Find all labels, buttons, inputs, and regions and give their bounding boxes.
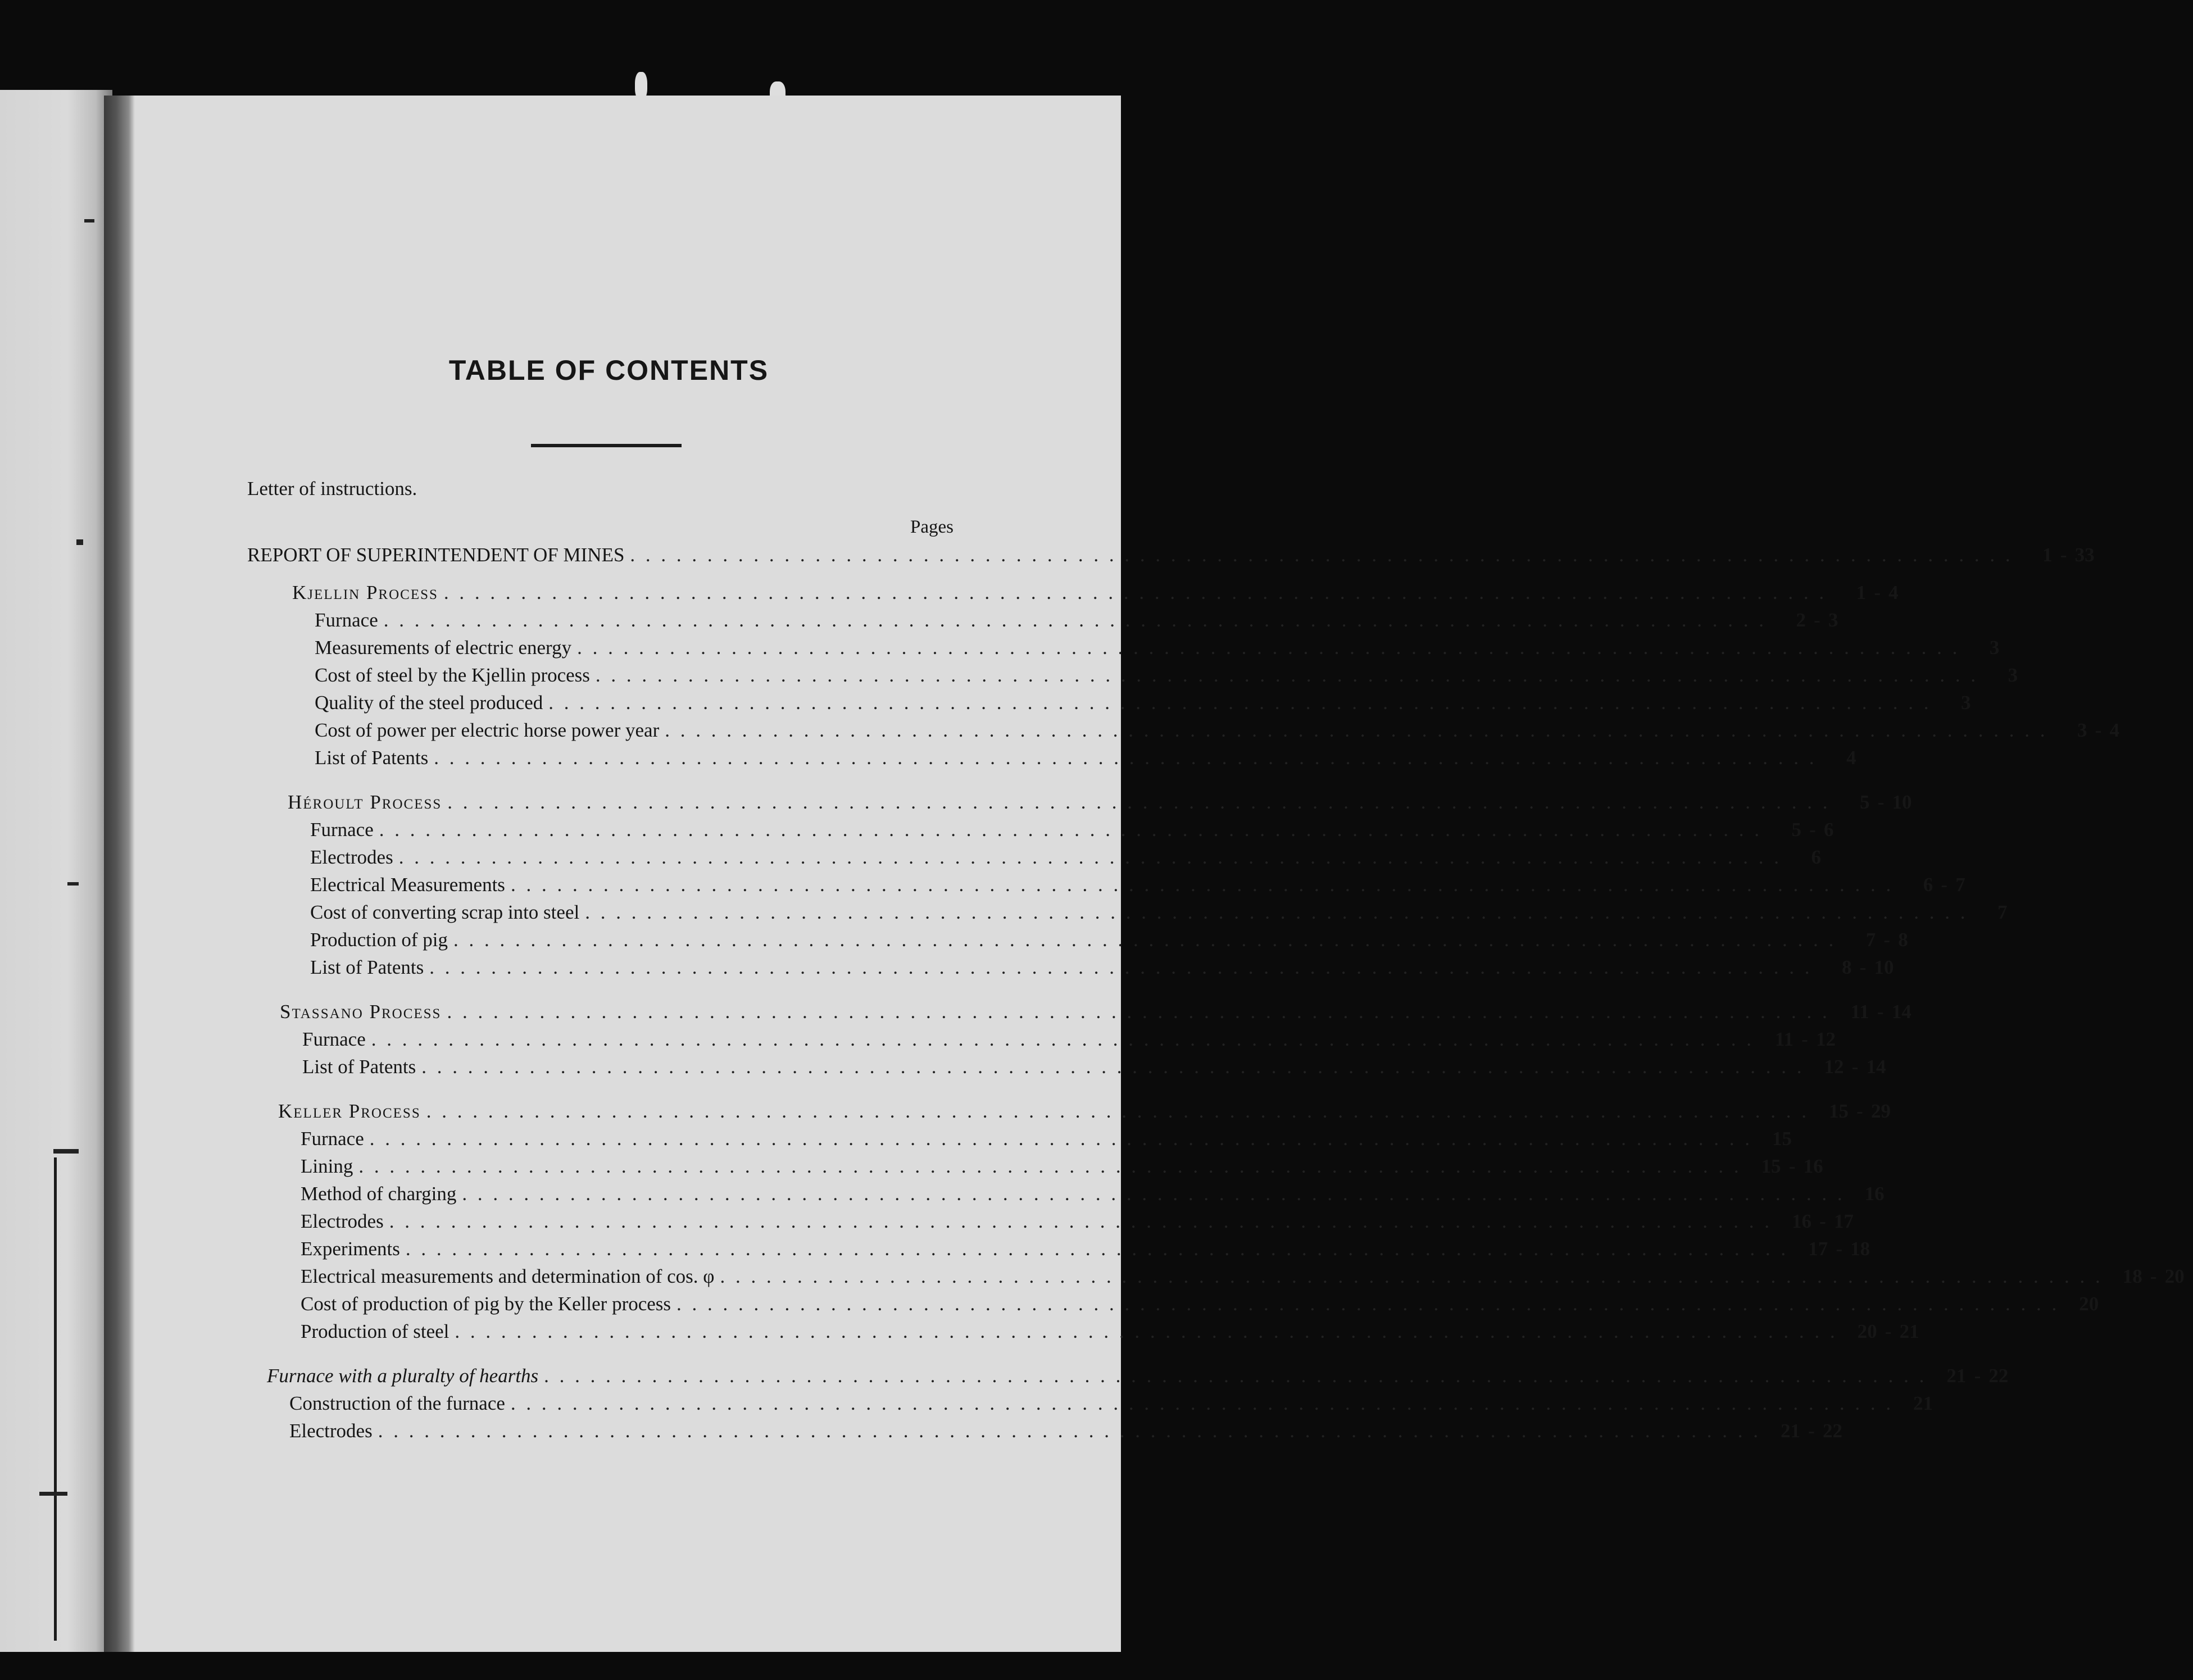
dot-leader: . . . . . . . . . . . . . . . . . . . . . . . . . . . . . . . . . . . . . . . . . . . . . . . . . . . . . . . . . . . . . . . . . . . . . . . . . . . . . . . . . . . . . . . . . . [429, 956, 1813, 978]
entry-label: Method of charging [301, 1183, 457, 1205]
page-range [1836, 1001, 1920, 1023]
page-to: 22 [1988, 1365, 2009, 1387]
dot-leader: . . . . . . . . . . . . . . . . . . . . . . . . . . . . . . . . . . . . . . . . . . . . . . . . . . . . . . . . . . . . . . . . . . . . . . . . . . . . . . . . . . . . . . . . . . [371, 1028, 1754, 1050]
toc-item-row [315, 664, 2018, 687]
page-to [2040, 664, 2068, 687]
dot-leader: . . . . . . . . . . . . . . . . . . . . . . . . . . . . . . . . . . . . . . . . . . . . . . . . . . . . . . . . . . . . . . . . . . . . . . . . . . . . . . . . . . . . . . . . . . [405, 1238, 1789, 1260]
page-to: 22 [1822, 1420, 1842, 1442]
entry-label: Furnace [301, 1128, 364, 1150]
page-range [1794, 1238, 1878, 1260]
page-range [1937, 692, 2022, 714]
toc-item-row [301, 1293, 2099, 1315]
page-from: 16 [1791, 1210, 1811, 1232]
page-separator: - [1877, 1001, 1884, 1023]
page-to [2029, 901, 2058, 924]
toc-item-row [301, 1183, 1885, 1205]
page-to [1844, 846, 1872, 869]
entry-label: Production of steel [301, 1320, 450, 1342]
page-range [1758, 1128, 1842, 1150]
page-range [1965, 637, 2050, 659]
page-range [2053, 719, 2137, 742]
page-from: 5 [1791, 819, 1801, 841]
page-to: 16 [1803, 1155, 1823, 1177]
dot-leader: . . . . . . . . . . . . . . . . . . . . . . . . . . . . . . . . . . . . . . . . . . . . . . . . . . . . . . . . . . . . . . . . . . . . . . . . . . . . . . . . . . . . . . . . . . [510, 1392, 1894, 1414]
page-from: 15 [1761, 1155, 1781, 1177]
entry-label: Furnace [315, 609, 378, 631]
page-range [1973, 901, 2058, 924]
entry-label: Héroult Process [288, 791, 442, 813]
page-to: 33 [2074, 544, 2095, 566]
page-range [1787, 846, 1872, 869]
toc-report-row [247, 544, 2095, 566]
page-separator: - [1814, 609, 1820, 631]
page-separator: - [2060, 544, 2067, 566]
page-separator [1792, 1128, 1814, 1150]
page-range [1851, 1183, 1935, 1205]
page-range [1932, 1365, 2017, 1387]
page-range [1836, 791, 1920, 814]
page-binding-shadow [104, 96, 135, 1652]
page-from: 6 [1811, 846, 1821, 868]
page-from: 21 [1780, 1420, 1800, 1442]
toc-item-row [315, 747, 1856, 769]
toc-item-row [301, 1210, 1854, 1233]
page-to: 14 [1866, 1056, 1886, 1078]
page-from: 3 [2008, 664, 2018, 686]
entry-label: Production of pig [310, 929, 448, 951]
page-separator: - [1859, 956, 1867, 978]
dot-leader: . . . . . . . . . . . . . . . . . . . . . . . . . . . . . . . . . . . . . . . . . . . . . . . . . . . . . . . . . . . . . . . . . . . . . . . . . . . . . . . . . . . . . . . . . . [676, 1293, 2060, 1315]
page-range [1768, 819, 1852, 841]
dot-leader: . . . . . . . . . . . . . . . . . . . . . . . . . . . . . . . . . . . . . . . . . . . . . . . . . . . . . . . . . . . . . . . . . . . . . . . . . . . . . . . . . . . . . . . . . . [585, 901, 1968, 923]
facing-page-mark [39, 1492, 67, 1496]
page-range [1984, 664, 2068, 687]
dot-leader: . . . . . . . . . . . . . . . . . . . . . . . . . . . . . . . . . . . . . . . . . . . . . . . . . . . . . . . . . . . . . . . . . . . . . . . . . . . . . . . . . . . . . . . . . . [548, 692, 1932, 714]
entry-label: Cost of power per electric horse power year [315, 719, 660, 741]
page-title: TABLE OF CONTENTS [448, 355, 769, 386]
toc-item-row [310, 901, 2008, 924]
toc-item-row [310, 929, 1908, 951]
dot-leader: . . . . . . . . . . . . . . . . . . . . . . . . . . . . . . . . . . . . . . . . . . . . . . . . . . . . . . . . . . . . . . . . . . . . . . . . . . . . . . . . . . . . . . . . . . [447, 1001, 1830, 1023]
page-separator: - [1819, 1210, 1826, 1232]
page-to: 10 [1892, 791, 1912, 813]
page-range [2019, 544, 2103, 566]
page-from: 3 [1961, 692, 1971, 714]
page-from: 16 [1864, 1183, 1885, 1205]
page-to [1955, 1392, 1983, 1415]
page-to: 20 [2164, 1265, 2185, 1287]
page-separator [1971, 692, 1994, 714]
dot-leader: . . . . . . . . . . . . . . . . . . . . . . . . . . . . . . . . . . . . . . . . . . . . . . . . . . . . . . . . . . . . . . . . . . . . . . . . . . . . . . . . . . . . . . . . . . [453, 929, 1837, 951]
toc-item-row [302, 1056, 1886, 1078]
page-range [1899, 1392, 1983, 1415]
dot-leader: . . . . . . . . . . . . . . . . . . . . . . . . . . . . . . . . . . . . . . . . . . . . . . . . . . . . . . . . . . . . . . . . . . . . . . . . . . . . . . . . . . . . . . . . . . [630, 544, 2013, 566]
page-to: 6 [1823, 819, 1834, 841]
page-separator: - [1808, 1420, 1815, 1442]
dot-leader: . . . . . . . . . . . . . . . . . . . . . . . . . . . . . . . . . . . . . . . . . . . . . . . . . . . . . . . . . . . . . . . . . . . . . . . . . . . . . . . . . . . . . . . . . . [665, 719, 2048, 741]
page-to: 4 [1888, 582, 1899, 603]
entry-label: Stassano Process [280, 1001, 442, 1023]
page-to: 3 [1828, 609, 1838, 631]
page-separator [1821, 846, 1844, 869]
page-from: 11 [1774, 1028, 1794, 1050]
page-to: 21 [1899, 1320, 1919, 1342]
page-separator: - [1856, 1100, 1863, 1122]
dot-leader: . . . . . . . . . . . . . . . . . . . . . . . . . . . . . . . . . . . . . . . . . . . . . . . . . . . . . . . . . . . . . . . . . . . . . . . . . . . . . . . . . . . . . . . . . . [398, 846, 1782, 868]
entry-label: List of Patents [310, 956, 424, 978]
page-separator: - [1941, 874, 1948, 896]
page-from: 8 [1841, 956, 1852, 978]
toc-item-row [310, 846, 1821, 869]
page-to [1907, 1183, 1935, 1205]
dot-leader: . . . . . . . . . . . . . . . . . . . . . . . . . . . . . . . . . . . . . . . . . . . . . . . . . . . . . . . . . . . . . . . . . . . . . . . . . . . . . . . . . . . . . . . . . . [378, 1420, 1761, 1442]
page-range [2065, 1293, 2149, 1315]
toc-section-row [288, 791, 1912, 814]
page-separator: - [1851, 1056, 1859, 1078]
toc-section-row [267, 1365, 2009, 1387]
page-range [1778, 1210, 1862, 1233]
page-range [1844, 1320, 1928, 1343]
page-from: 18 [2122, 1265, 2142, 1287]
toc-item-row [289, 1420, 1842, 1442]
page-range [1747, 1155, 1832, 1178]
page-separator: - [1885, 1320, 1892, 1342]
entry-label: Keller Process [278, 1100, 421, 1122]
page-range [1760, 1028, 1844, 1051]
page-separator: - [1877, 791, 1885, 813]
page-separator [1856, 747, 1878, 769]
toc-section-row [292, 582, 1899, 604]
page-from: 21 [1913, 1392, 1933, 1414]
dot-leader: . . . . . . . . . . . . . . . . . . . . . . . . . . . . . . . . . . . . . . . . . . . . . . . . . . . . . . . . . . . . . . . . . . . . . . . . . . . . . . . . . . . . . . . . . . [544, 1365, 1927, 1387]
entry-label: Electrodes [301, 1210, 384, 1232]
dot-leader: . . . . . . . . . . . . . . . . . . . . . . . . . . . . . . . . . . . . . . . . . . . . . . . . . . . . . . . . . . . . . . . . . . . . . . . . . . . . . . . . . . . . . . . . . . [434, 747, 1817, 769]
page-range [1815, 1100, 1899, 1123]
entry-label: Electrical measurements and determination of cos. φ [301, 1265, 715, 1287]
entry-label: Lining [301, 1155, 353, 1177]
dot-leader: . . . . . . . . . . . . . . . . . . . . . . . . . . . . . . . . . . . . . . . . . . . . . . . . . . . . . . . . . . . . . . . . . . . . . . . . . . . . . . . . . . . . . . . . . . [510, 874, 1894, 896]
facing-page-mark [84, 219, 94, 223]
page-to [1814, 1128, 1842, 1150]
page-separator [1933, 1392, 1955, 1415]
facing-page-mark [53, 1149, 79, 1154]
toc-item-row [315, 609, 1838, 632]
page-from: 3 [2077, 719, 2087, 741]
page-range [1842, 929, 1926, 951]
page-to [1994, 692, 2022, 714]
page-separator: - [1836, 1238, 1842, 1260]
page-from: 6 [1923, 874, 1933, 896]
page-range [1767, 1420, 1851, 1442]
toc-item-row [301, 1320, 1919, 1343]
toc-item-row [289, 1392, 1933, 1415]
page-from: 15 [1772, 1128, 1792, 1150]
dot-leader: . . . . . . . . . . . . . . . . . . . . . . . . . . . . . . . . . . . . . . . . . . . . . . . . . . . . . . . . . . . . . . . . . . . . . . . . . . . . . . . . . . . . . . . . . . [383, 609, 1767, 631]
page-to: 29 [1870, 1100, 1891, 1122]
page-separator [2007, 901, 2029, 924]
entry-label: Cost of converting scrap into steel [310, 901, 580, 923]
dot-leader: . . . . . . . . . . . . . . . . . . . . . . . . . . . . . . . . . . . . . . . . . . . . . . . . . . . . . . . . . . . . . . . . . . . . . . . . . . . . . . . . . . . . . . . . . . [455, 1320, 1838, 1342]
page-separator [1885, 1183, 1907, 1205]
page-range [2109, 1265, 2193, 1288]
page-separator: - [1874, 582, 1881, 603]
toc-item-row [310, 874, 1965, 896]
entry-label: Cost of steel by the Kjellin process [315, 664, 590, 686]
page-separator [2018, 664, 2040, 687]
toc-item-row [302, 1028, 1836, 1051]
entry-label: Quality of the steel produced [315, 692, 543, 714]
dot-leader: . . . . . . . . . . . . . . . . . . . . . . . . . . . . . . . . . . . . . . . . . . . . . . . . . . . . . . . . . . . . . . . . . . . . . . . . . . . . . . . . . . . . . . . . . . [443, 582, 1827, 603]
page-from: 20 [1857, 1320, 1877, 1342]
page-range [1822, 747, 1906, 769]
page-from: 12 [1824, 1056, 1844, 1078]
page-range [1810, 1056, 1894, 1078]
entry-label: Furnace [310, 819, 374, 841]
dot-leader: . . . . . . . . . . . . . . . . . . . . . . . . . . . . . . . . . . . . . . . . . . . . . . . . . . . . . . . . . . . . . . . . . . . . . . . . . . . . . . . . . . . . . . . . . . [720, 1265, 2103, 1287]
page-from: 4 [1846, 747, 1856, 769]
page-range [1899, 874, 1983, 896]
toc-section-row [280, 1001, 1912, 1023]
facing-page-mark [67, 882, 79, 886]
page-to [2121, 1293, 2149, 1315]
toc-item-row [310, 819, 1834, 841]
page-range [1832, 582, 1917, 604]
toc-item-row [301, 1128, 1792, 1150]
entry-label: Construction of the furnace [289, 1392, 505, 1414]
page-to: 14 [1891, 1001, 1912, 1023]
dot-leader: . . . . . . . . . . . . . . . . . . . . . . . . . . . . . . . . . . . . . . . . . . . . . . . . . . . . . . . . . . . . . . . . . . . . . . . . . . . . . . . . . . . . . . . . . . [389, 1210, 1772, 1232]
page-separator: - [1974, 1365, 1981, 1387]
toc-section-row [278, 1100, 1891, 1123]
entry-label: Kjellin Process [292, 582, 438, 603]
toc-item-row [315, 719, 2119, 742]
page-from: 3 [1989, 637, 2000, 659]
entry-label: Cost of production of pig by the Keller process [301, 1293, 671, 1315]
facing-page-mark [76, 539, 83, 545]
page-separator: - [1788, 1155, 1796, 1177]
dot-leader: . . . . . . . . . . . . . . . . . . . . . . . . . . . . . . . . . . . . . . . . . . . . . . . . . . . . . . . . . . . . . . . . . . . . . . . . . . . . . . . . . . . . . . . . . . [369, 1128, 1752, 1150]
entry-label: List of Patents [315, 747, 429, 769]
letter-of-instructions: Letter of instructions. [247, 478, 417, 500]
page-from: 1 [2042, 544, 2053, 566]
page-to: 17 [1833, 1210, 1854, 1232]
page-to [2022, 637, 2050, 659]
title-divider [531, 444, 682, 447]
page-from: 7 [1865, 929, 1876, 951]
dot-leader: . . . . . . . . . . . . . . . . . . . . . . . . . . . . . . . . . . . . . . . . . . . . . . . . . . . . . . . . . . . . . . . . . . . . . . . . . . . . . . . . . . . . . . . . . . [447, 791, 1831, 813]
facing-page-rule [54, 1157, 57, 1641]
page-from: 17 [1808, 1238, 1828, 1260]
toc-item-row [301, 1265, 2185, 1288]
page-separator: - [2095, 719, 2102, 741]
page-to: 4 [2109, 719, 2119, 741]
page-from: 21 [1946, 1365, 1967, 1387]
pages-column-header: Pages [910, 517, 954, 537]
toc-item-row [315, 692, 1971, 714]
page-from: 11 [1850, 1001, 1869, 1023]
page-from: 1 [1856, 582, 1867, 603]
toc-item-row [301, 1155, 1823, 1178]
entry-label: Furnace with a pluralty of hearths [267, 1365, 539, 1387]
page-separator: - [1809, 819, 1816, 841]
page-from: 2 [1796, 609, 1806, 631]
dot-leader: . . . . . . . . . . . . . . . . . . . . . . . . . . . . . . . . . . . . . . . . . . . . . . . . . . . . . . . . . . . . . . . . . . . . . . . . . . . . . . . . . . . . . . . . . . [595, 664, 1979, 686]
page-range [1818, 956, 1902, 979]
entry-label: Experiments [301, 1238, 400, 1260]
page-separator [2099, 1293, 2121, 1315]
entry-label: Electrodes [310, 846, 393, 868]
dot-leader: . . . . . . . . . . . . . . . . . . . . . . . . . . . . . . . . . . . . . . . . . . . . . . . . . . . . . . . . . . . . . . . . . . . . . . . . . . . . . . . . . . . . . . . . . . [577, 637, 1960, 659]
entry-label: REPORT OF SUPERINTENDENT OF MINES [247, 544, 625, 566]
page-range [1772, 609, 1856, 632]
page-to: 7 [1955, 874, 1965, 896]
page-from: 5 [1860, 791, 1870, 813]
dot-leader: . . . . . . . . . . . . . . . . . . . . . . . . . . . . . . . . . . . . . . . . . . . . . . . . . . . . . . . . . . . . . . . . . . . . . . . . . . . . . . . . . . . . . . . . . . [421, 1056, 1805, 1078]
page-to: 12 [1815, 1028, 1836, 1050]
page-from: 7 [1997, 901, 2008, 923]
dot-leader: . . . . . . . . . . . . . . . . . . . . . . . . . . . . . . . . . . . . . . . . . . . . . . . . . . . . . . . . . . . . . . . . . . . . . . . . . . . . . . . . . . . . . . . . . . [426, 1100, 1809, 1122]
page-separator: - [1801, 1028, 1808, 1050]
page-separator [1999, 637, 2022, 659]
entry-label: Measurements of electric energy [315, 637, 572, 659]
page-to: 10 [1874, 956, 1894, 978]
entry-label: List of Patents [302, 1056, 416, 1078]
dot-leader: . . . . . . . . . . . . . . . . . . . . . . . . . . . . . . . . . . . . . . . . . . . . . . . . . . . . . . . . . . . . . . . . . . . . . . . . . . . . . . . . . . . . . . . . . . [379, 819, 1762, 841]
entry-label: Electrical Measurements [310, 874, 505, 896]
page-from: 15 [1828, 1100, 1849, 1122]
toc-item-row [310, 956, 1894, 979]
page-to: 18 [1850, 1238, 1870, 1260]
page-separator: - [1883, 929, 1891, 951]
toc-item-row [301, 1238, 1870, 1260]
page-to [1878, 747, 1906, 769]
entry-label: Electrodes [289, 1420, 373, 1442]
toc-item-row [315, 637, 2000, 659]
dot-leader: . . . . . . . . . . . . . . . . . . . . . . . . . . . . . . . . . . . . . . . . . . . . . . . . . . . . . . . . . . . . . . . . . . . . . . . . . . . . . . . . . . . . . . . . . . [358, 1155, 1742, 1177]
entry-label: Furnace [302, 1028, 366, 1050]
dot-leader: . . . . . . . . . . . . . . . . . . . . . . . . . . . . . . . . . . . . . . . . . . . . . . . . . . . . . . . . . . . . . . . . . . . . . . . . . . . . . . . . . . . . . . . . . . [462, 1183, 1845, 1205]
page-separator: - [2150, 1265, 2157, 1287]
page-from: 20 [2079, 1293, 2099, 1315]
page-to: 8 [1898, 929, 1908, 951]
